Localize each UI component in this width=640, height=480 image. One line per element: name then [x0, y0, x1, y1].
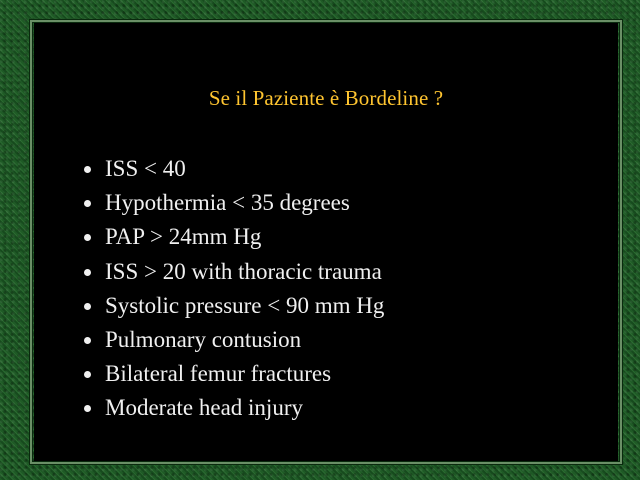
bullet-item	[82, 152, 384, 186]
bullet-dot-icon	[84, 303, 91, 310]
bullet-dot-icon	[84, 371, 91, 378]
bullet-text: Pulmonary contusion	[105, 326, 302, 352]
bullet-dot-icon	[84, 405, 91, 412]
bullet-item	[82, 323, 384, 357]
slide	[34, 23, 618, 461]
bullet-text: Moderate head injury	[105, 395, 303, 421]
bullet-text: Systolic pressure < 90 mm Hg	[105, 292, 385, 318]
bullet-dot-icon	[84, 337, 91, 344]
bullet-item	[82, 186, 384, 220]
bullet-list	[82, 152, 384, 426]
bullet-text: ISS > 20 with thoracic trauma	[105, 258, 382, 284]
bullet-dot-icon	[84, 269, 91, 276]
bullet-item	[82, 357, 384, 391]
bullet-text: Hypothermia < 35 degrees	[105, 190, 350, 216]
bullet-dot-icon	[84, 166, 91, 173]
bullet-text: ISS < 40	[105, 156, 186, 181]
bullet-text: Bilateral femur fractures	[105, 361, 332, 387]
slide-title: Se il Paziente è Bordeline ?	[208, 86, 444, 110]
bullet-text: PAP > 24mm Hg	[105, 224, 262, 250]
bullet-item	[82, 289, 384, 323]
bullet-item	[82, 255, 384, 289]
bullet-dot-icon	[84, 234, 91, 241]
bullet-item	[82, 220, 384, 254]
bullet-item	[82, 391, 384, 425]
bullet-dot-icon	[84, 200, 91, 207]
